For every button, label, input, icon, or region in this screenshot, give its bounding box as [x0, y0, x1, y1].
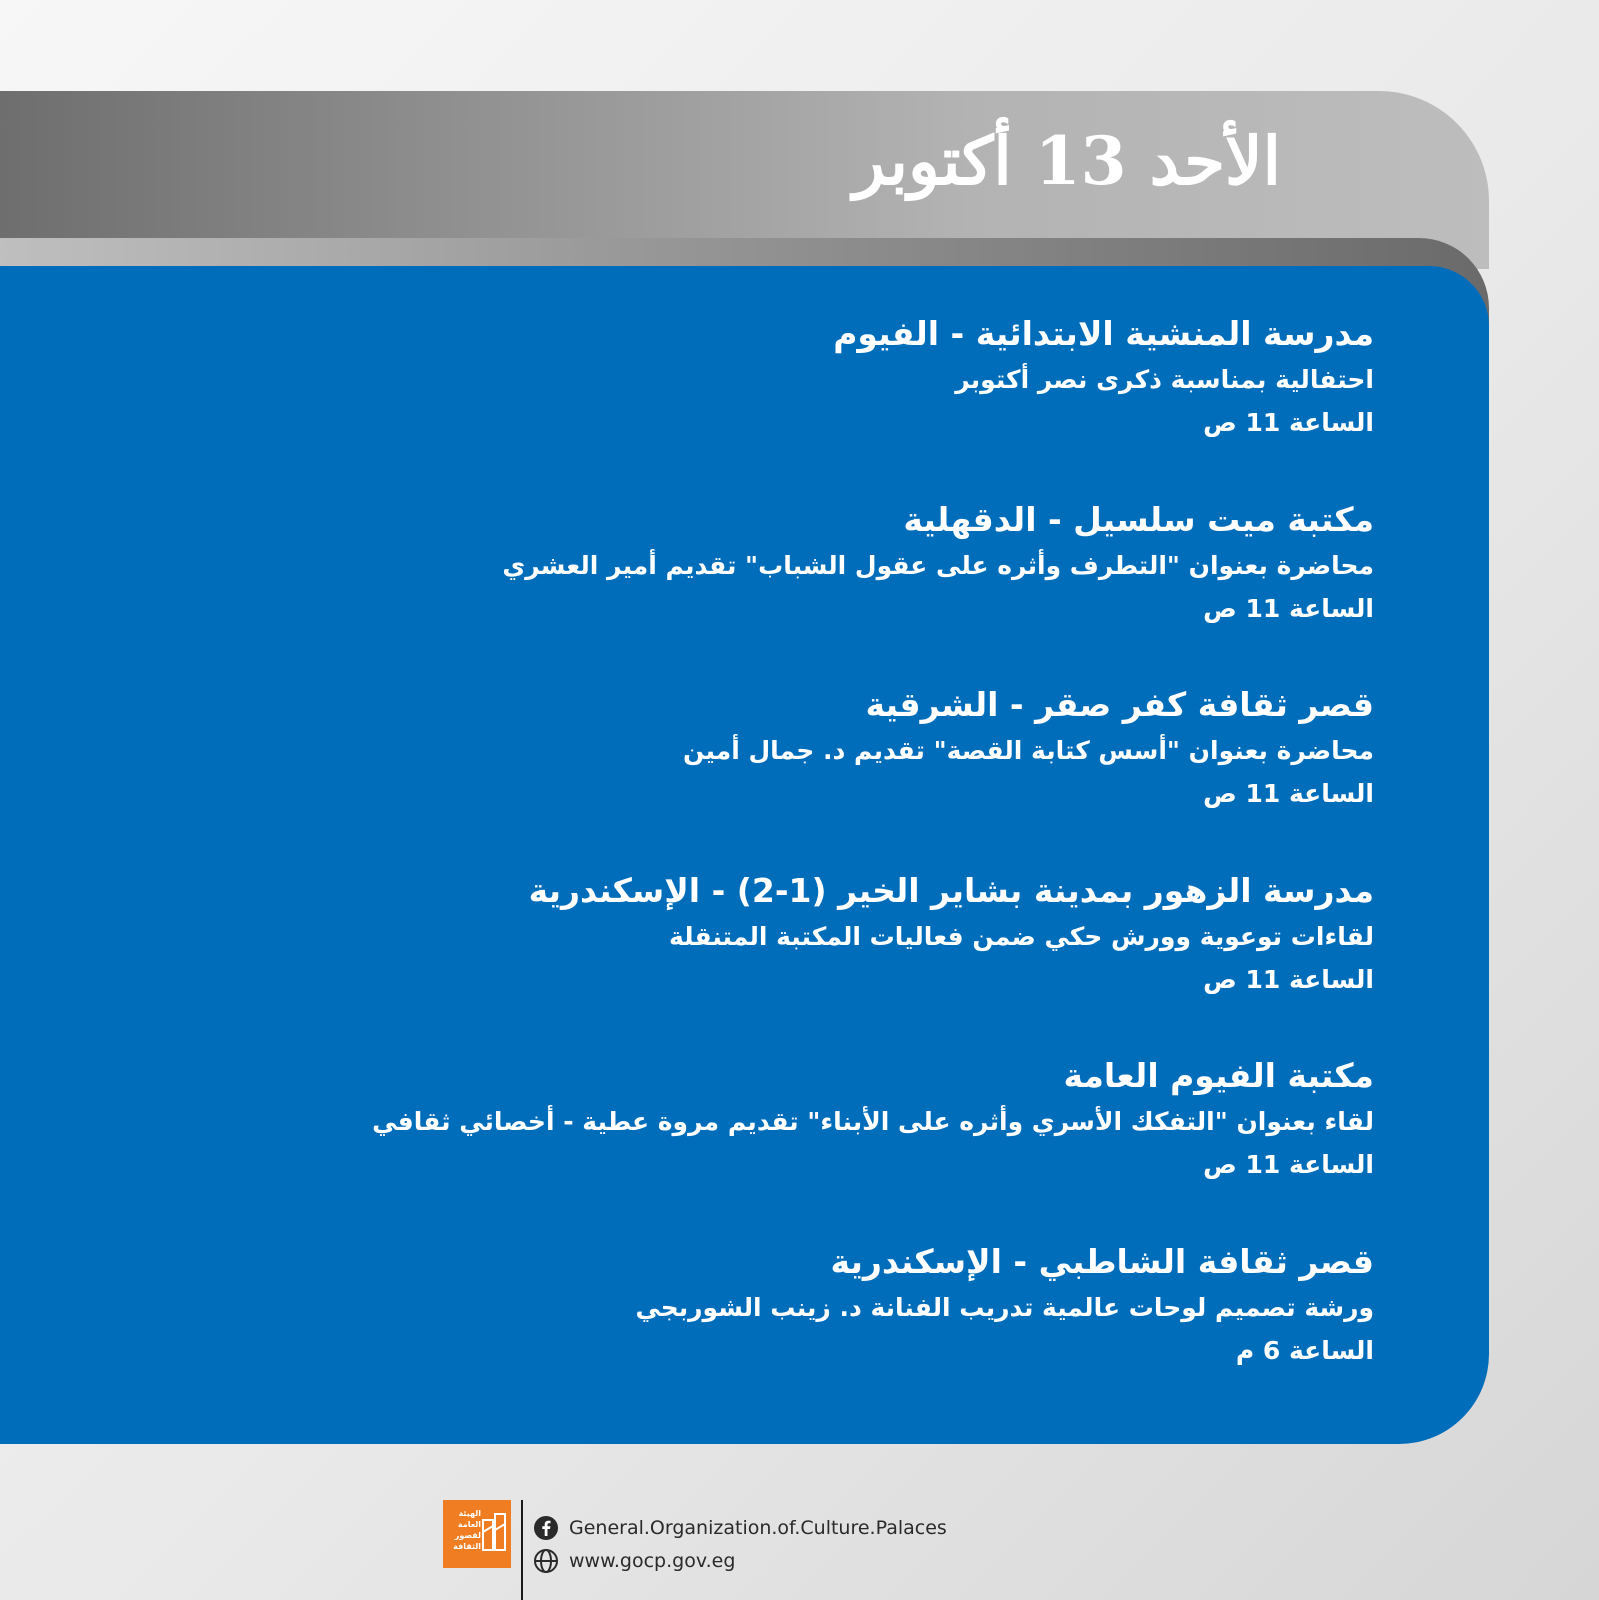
event-item [74, 867, 1374, 1053]
event-item [74, 1238, 1374, 1424]
logo-text [447, 1508, 481, 1552]
event-title: مدرسة المنشية الابتدائية - الفيوم [833, 314, 1374, 353]
globe-icon [533, 1548, 559, 1574]
event-description: محاضرة بعنوان "أسس كتابة القصة" تقديم د. جمال أمين [683, 736, 1374, 766]
event-item [74, 310, 1374, 496]
event-time: الساعة 11 ص [1203, 964, 1374, 994]
event-description: لقاءات توعوية وورش حكي ضمن فعاليات المكتبة المتنقلة [668, 921, 1374, 951]
events-list [74, 310, 1374, 1424]
website-text: www.gocp.gov.eg [569, 1550, 736, 1572]
event-item [74, 496, 1374, 682]
event-time: الساعة 6 م [1235, 1335, 1374, 1365]
logo-line: العامة [457, 1520, 481, 1529]
page-title: الأحد 13 أكتوبر [853, 122, 1281, 200]
event-time: الساعة 11 ص [1203, 1150, 1374, 1180]
logo-mark-icon [481, 1512, 507, 1556]
event-title: مكتبة ميت سلسيل - الدقهلية [903, 499, 1374, 539]
event-item [74, 681, 1374, 867]
logo-line: الهيئة [458, 1509, 481, 1518]
footer-divider [521, 1500, 523, 1600]
facebook-icon [533, 1515, 559, 1541]
website-link[interactable] [533, 1546, 735, 1576]
event-title: مكتبة الفيوم العامة [1063, 1056, 1374, 1096]
logo-line: لقصور [454, 1531, 481, 1540]
event-description: لقاء بعنوان "التفكك الأسري وأثره على الأبناء" تقديم مروة عطية - أخصائي ثقافي [372, 1107, 1374, 1137]
event-title: قصر ثقافة الشاطبي - الإسكندرية [830, 1241, 1374, 1281]
logo-line: الثقافة [453, 1542, 481, 1551]
event-time: الساعة 11 ص [1203, 779, 1374, 809]
event-description: محاضرة بعنوان "التطرف وأثره على عقول الشباب" تقديم أمير العشري [502, 550, 1374, 580]
event-time: الساعة 11 ص [1203, 408, 1374, 437]
event-title: مدرسة الزهور بمدينة بشاير الخير (1-2) - الإسكندرية [528, 870, 1374, 910]
facebook-text: General.Organization.of.Culture.Palaces [569, 1517, 947, 1539]
facebook-link[interactable] [533, 1513, 947, 1543]
event-item [74, 1052, 1374, 1238]
event-title: قصر ثقافة كفر صقر - الشرقية [865, 685, 1374, 725]
event-description: ورشة تصميم لوحات عالمية تدريب الفنانة د. زينب الشوربجي [635, 1292, 1374, 1322]
event-description: احتفالية بمناسبة ذكرى نصر أكتوبر [955, 365, 1374, 394]
gocp-logo [443, 1500, 511, 1568]
footer [443, 1500, 1003, 1600]
event-time: الساعة 11 ص [1203, 593, 1374, 623]
